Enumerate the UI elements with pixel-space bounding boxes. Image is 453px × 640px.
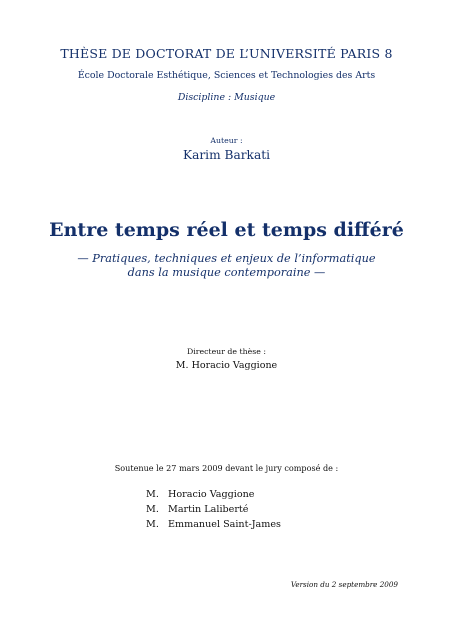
jury-prefix: M.	[146, 504, 159, 515]
jury-member	[146, 489, 254, 500]
jury-name: Emmanuel Saint-James	[168, 519, 281, 530]
jury-prefix: M.	[146, 489, 159, 500]
director-label: Directeur de thèse :	[186, 347, 266, 356]
version-note: Version du 2 septembre 2009	[290, 580, 398, 589]
thesis-heading: THÈSE DE DOCTORAT DE L’UNIVERSITÉ PARIS 8	[60, 46, 393, 61]
jury-prefix: M.	[146, 519, 159, 530]
author-name: Karim Barkati	[182, 148, 271, 162]
jury-name: Horacio Vaggione	[168, 489, 255, 500]
thesis-subtitle-line-2: dans la musique contemporaine —	[127, 266, 326, 279]
jury-member	[146, 504, 248, 515]
doctoral-school: École Doctorale Esthétique, Sciences et Technologies des Arts	[77, 70, 376, 81]
director-name: M. Horacio Vaggione	[175, 360, 278, 371]
thesis-title: Entre temps réel et temps différé	[49, 219, 404, 241]
author-label: Auteur :	[210, 136, 243, 145]
defense-statement: Soutenue le 27 mars 2009 devant le jury composé de :	[114, 463, 339, 473]
discipline: Discipline : Musique	[177, 92, 276, 103]
jury-name: Martin Laliberté	[168, 504, 249, 515]
thesis-subtitle-line-1: — Pratiques, techniques et enjeux de l’informatique	[77, 252, 376, 265]
jury-member	[146, 519, 281, 530]
